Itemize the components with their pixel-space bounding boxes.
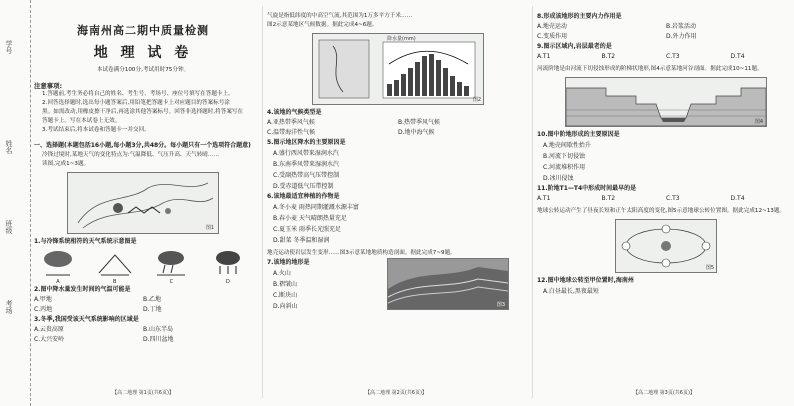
question-8: 8.形成该地形的主要内力作用是 (537, 13, 622, 20)
option-figure-c[interactable] (153, 249, 189, 283)
option-figure-a[interactable] (40, 249, 76, 283)
notice-line: 3.考试结束后,将本试卷和答题卡一并交回。 (42, 127, 150, 133)
option-b[interactable]: B.东南季风带来湿润水汽 (273, 161, 340, 168)
cloud-icon (40, 249, 76, 277)
option-c[interactable]: C.断块山 (273, 292, 298, 299)
option-c[interactable]: C.温带海洋性气候 (267, 129, 316, 136)
page-2 (262, 6, 529, 398)
options-row (34, 305, 252, 315)
options-row (537, 32, 794, 42)
figure-2 (312, 33, 484, 105)
option-b[interactable]: B.T2 (601, 53, 616, 60)
geology-photo-svg (388, 259, 508, 309)
q7-block (267, 258, 529, 312)
section-heading: 一、选择题(本题包括16小题,每小题3分,共48分。每小题只有一个选项符合题意) (34, 142, 251, 149)
option-a[interactable]: A.甲地 (34, 296, 52, 303)
option-d[interactable]: D.外力作用 (666, 33, 697, 40)
front-icon (97, 249, 133, 277)
question-9: 9.图示区域内,岩层最老的是 (537, 43, 612, 50)
option-b[interactable]: B.褶皱山 (273, 281, 298, 288)
figure-caption: 图4 (754, 119, 763, 125)
binding-label: 考场 (5, 300, 13, 314)
figure-caption: 图5 (705, 265, 714, 271)
option-c[interactable]: C.河流堆积作用 (543, 164, 586, 171)
option-c[interactable]: C.夏玉米 雨季长光照充足 (273, 226, 342, 233)
figure-5 (615, 219, 717, 273)
options-row (34, 295, 252, 305)
option-b[interactable]: B.乙地 (143, 296, 162, 303)
notice-line: 答题卡上。写在本试卷上无效。 (42, 118, 121, 124)
question-4: 4.该地的气候类型是 (267, 109, 322, 116)
figure-3 (387, 258, 509, 310)
option-label: D (226, 279, 230, 285)
figure-caption: 图3 (496, 302, 505, 308)
earth-orbit-svg (616, 220, 716, 272)
figure-1-map (67, 172, 219, 234)
option-b[interactable]: B.春小麦 天气晴朗热量充足 (273, 215, 347, 222)
exam-info: 本试卷满分100分,考试用时75分钟。 (96, 67, 190, 73)
exam-title: 海南州高二期中质量检测 (77, 24, 209, 37)
option-label: A (56, 279, 60, 285)
weather-map-svg (68, 173, 218, 233)
option-d[interactable]: D.T4 (730, 53, 745, 60)
option-d[interactable]: D.地中海气候 (398, 129, 435, 136)
options-row (34, 335, 252, 345)
option-a[interactable]: A.地壳运动 (537, 23, 567, 30)
figure-caption: 图2 (472, 97, 481, 103)
figure-caption: 图1 (205, 225, 214, 231)
option-a[interactable]: A.T1 (537, 53, 551, 60)
option-d[interactable]: D.甜菜 冬季温和湿润 (273, 237, 330, 244)
option-c[interactable]: C.T3 (666, 53, 680, 60)
option-c[interactable]: C.大兴安岭 (34, 336, 65, 343)
option-d[interactable]: D.丁地 (143, 306, 162, 313)
binding-label: 班级 (5, 220, 13, 234)
figure-options (34, 247, 252, 285)
option-a[interactable]: A.地壳间歇性抬升 (543, 142, 591, 149)
chart-legend: 降水量(mm) (387, 36, 416, 42)
options-row (34, 325, 252, 335)
notice-line: 2.回答选择题时,选出每小题答案后,用铅笔把答题卡上对应题目的答案标号涂 (42, 100, 230, 106)
option-d[interactable]: D.向斜山 (273, 303, 298, 310)
page-footer: 【高二地理 第3页(共6页)】 (633, 390, 695, 396)
question-stem: 冷锋过境时,某地天气的变化特点为:气温降低、气压升高、天气转晴…… (42, 152, 220, 158)
page-footer: 【高二地理 第1页(共6页)】 (112, 390, 174, 396)
option-b[interactable]: B.岩浆活动 (666, 23, 697, 30)
option-d[interactable]: D.四川盆地 (143, 336, 174, 343)
question-stem: 气旋是指低纬度的中高空气流,其范围为1万多平方千米…… (267, 13, 413, 19)
page-1 (34, 6, 252, 398)
binding-margin (0, 0, 31, 406)
page-footer: 【高二地理 第2页(共6页)】 (365, 390, 427, 396)
page-3 (532, 6, 794, 398)
question-11: 11.阶地T1—T4中形成时间最早的是 (537, 185, 637, 192)
option-c[interactable]: C.变质作用 (537, 33, 568, 40)
question-stem: 地壳运动使岩层发生变形……图3示意某地地质构造剖面。据此完成7~9题。 (267, 250, 456, 256)
options-row (537, 22, 794, 32)
option-d[interactable]: D.冰川侵蚀 (543, 175, 574, 182)
climate-chart-svg (313, 34, 483, 104)
option-label: B (112, 279, 117, 285)
option-a[interactable]: A.白昼最长,黑夜最短 (543, 288, 599, 295)
option-figure-b[interactable] (97, 249, 133, 283)
option-c[interactable]: C.丙地 (34, 306, 53, 313)
binding-label: 学号 (5, 40, 13, 54)
question-5: 5.图示地区降水的主要原因是 (267, 139, 346, 146)
options-row (537, 194, 794, 204)
question-stem: 读图,完成1~3题。 (42, 161, 90, 167)
options-row (267, 128, 529, 138)
question-6: 6.该地最适宜种植的作物是 (267, 193, 340, 200)
binding-label: 姓名 (5, 140, 13, 154)
option-a[interactable]: A.冬小麦 雨热同期灌溉水源丰富 (273, 204, 359, 211)
options-row (537, 52, 794, 62)
question-7: 7.该地的地形是 (267, 259, 310, 266)
question-2: 2.图中降水量发生时间的气温可能是 (34, 286, 131, 293)
option-a[interactable]: A.盛行西风带来湿润水汽 (273, 150, 339, 157)
q7-text (267, 258, 387, 312)
option-a[interactable]: A.T1 (537, 195, 551, 202)
question-stem: 图2示意某地区气候数据。据此完成4~6题。 (267, 22, 378, 28)
options-row (267, 118, 529, 128)
question-12: 12.图中地球公转至甲位置时,海南州 (537, 277, 634, 284)
question-3: 3.冬季,我国受该天气系统影响的区域是 (34, 316, 139, 323)
notice-title: 注意事项: (34, 82, 63, 90)
notice-line: 1.答题前,考生务必将自己的姓名、考生号、考场号、座位号填写在答题卡上。 (42, 91, 234, 97)
option-d[interactable]: D.T4 (730, 195, 745, 202)
option-c[interactable]: C.受副热带高气压带控制 (273, 172, 340, 179)
option-b[interactable]: B.T2 (601, 195, 616, 202)
option-a[interactable]: A.亚热带季风气候 (267, 119, 315, 126)
question-1: 1.与冷锋系统相符的天气系统示意图是 (34, 238, 137, 245)
option-figure-d[interactable] (210, 249, 246, 283)
option-d[interactable]: D.受赤道低气压带控制 (273, 183, 334, 190)
option-b[interactable]: B.河流下切侵蚀 (543, 153, 586, 160)
exam-subtitle: 地 理 试 卷 (93, 45, 193, 61)
rain-cloud-icon (210, 249, 246, 277)
option-a[interactable]: A.云贵高原 (34, 326, 64, 333)
storm-icon (153, 249, 189, 277)
question-stem: 地球公转运动产生了昼夜长短和正午太阳高度的变化,图5示意地球公转位置图。据此完成12~13题。 (537, 208, 786, 214)
question-stem: 河流阶地是由河流下切侵蚀形成的阶梯状地形,图4示意某地河谷剖面。据此完成10~11题。 (537, 66, 763, 72)
figure-4 (565, 77, 767, 127)
option-a[interactable]: A.火山 (273, 270, 291, 277)
river-terrace-svg (566, 78, 766, 126)
question-10: 10.图中阶地形成的主要原因是 (537, 131, 620, 138)
option-c[interactable]: C.T3 (666, 195, 680, 202)
option-b[interactable]: B.热带季风气候 (398, 119, 441, 126)
option-b[interactable]: B.山东半岛 (143, 326, 174, 333)
option-label: C (169, 279, 174, 285)
notice-line: 黑。如需改动,用橡皮擦干净后,再选涂其他答案标号。回答非选择题时,将答案写在 (42, 109, 244, 115)
